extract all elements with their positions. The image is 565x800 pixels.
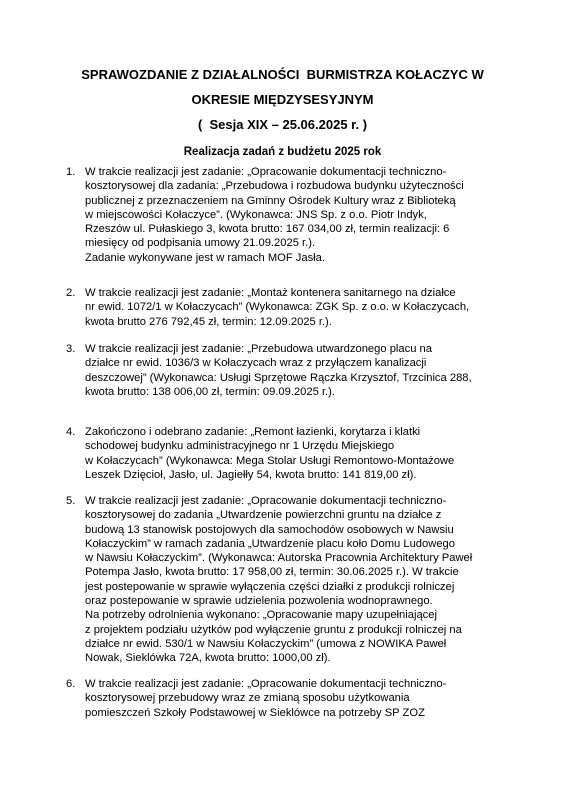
item-text-line: oraz postepowanie w sprawie udzielenia pozwolenia wodnoprawnego. — [85, 595, 433, 608]
item-text-line: W trakcie realizacji jest zadanie: „Opracowanie dokumentacji techniczno- — [85, 495, 447, 507]
item-text-line: kwota brutto: 138 006,00 zł, termin: 09.09.2025 r.). — [85, 385, 336, 398]
item-text-line: Zakończono i odebrano zadanie: „Remont łazienki, korytarza i klatki — [85, 426, 421, 438]
item-text-line: W trakcie realizacji jest zadanie: „Opracowanie dokumentacji techniczno- — [85, 166, 447, 178]
item-text-line: działce nr ewid. 530/1 w Nawsiu Kołaczyckim” (umowa z NOWIKA Paweł — [85, 637, 447, 650]
section-subtitle: Realizacja zadań z budżetu 2025 rok — [183, 146, 382, 158]
item-text-line: W trakcie realizacji jest zadanie: „Montaż kontenera sanitarnego na działce — [85, 287, 456, 299]
item-text-line: jest postepowanie w sprawie wyłączenia części działki z produkcji rolniczej — [85, 580, 455, 593]
list-item — [66, 677, 515, 720]
item-text-line: W trakcie realizacji jest zadanie: „Opracowanie dokumentacji techniczno- — [85, 678, 447, 690]
item-text-line: schodowej budynku administracyjnego nr 1 Urzędu Miejskiego — [85, 440, 395, 453]
list-item — [66, 494, 515, 666]
item-text-line: kosztorysowej dla zadania: „Przebudowa i rozbudowa budynku użyteczności — [85, 180, 464, 193]
item-text-line: kwota brutto 276 792,45 zł, termin: 12.09.2025 r.). — [85, 315, 332, 328]
item-number: 4. — [66, 426, 76, 438]
item-text-line: kosztorysowej do zadania „Utwardzenie powierzchni gruntu na działce z — [85, 509, 442, 522]
item-text-line: deszczowej” (Wykonawca: Usługi Sprzętowe Rączka Krzysztof, Trzcinica 288, — [85, 371, 472, 384]
document-title-line-2: OKRESIE MIĘDZYSESYJNYM — [191, 92, 374, 107]
item-number: 3. — [66, 343, 76, 355]
item-text-line: Leszek Dzięcioł, Jasło, ul. Jagiełły 54, kwota brutto: 141 819,00 zł). — [85, 468, 417, 481]
item-text-line: Zadanie wykonywane jest w ramach MOF Jasła. — [85, 251, 326, 264]
item-text-line: pomieszczeń Szkoły Podstawowej w Sieklówce na potrzeby SP ZOZ — [85, 706, 425, 719]
list-item — [66, 342, 515, 399]
list-item — [66, 286, 515, 329]
item-text-line: Rzeszów ul. Pułaskiego 3, kwota brutto: 167 034,00 zł, termin realizacji: 6 — [85, 223, 450, 236]
document-title-line-1: SPRAWOZDANIE Z DZIAŁALNOŚCI BURMISTRZA KOŁACZYC W — [81, 67, 484, 82]
item-number: 6. — [66, 678, 76, 690]
item-text-line: nr ewid. 1072/1 w Kołaczycach” (Wykonawca: ZGK Sp. z o.o. w Kołaczycach, — [85, 301, 470, 314]
item-number: 2. — [66, 287, 76, 299]
item-text-line: z projektem podziału użytków pod wyłączenie gruntu z produkcji rolniczej na — [85, 623, 462, 636]
item-text-line: w Nawsiu Kołaczyckim”. (Wykonawca: Autorska Pracownia Architektury Paweł — [85, 552, 473, 565]
item-text-line: kosztorysowej przebudowy wraz ze zmianą sposobu użytkowania — [85, 692, 410, 705]
item-number: 1. — [66, 166, 76, 178]
item-text-line: Kołaczyckim” w ramach zadania „Utwardzenie placu koło Domu Ludowego — [85, 537, 455, 550]
list-item — [66, 165, 515, 265]
item-text-line: w miejscowości Kołaczyce”. (Wykonawca: JNS Sp. z o.o. Piotr Indyk, — [85, 208, 427, 221]
item-text-line: Nowak, Sieklówka 72A, kwota brutto: 1000,00 zł). — [85, 652, 331, 665]
item-text-line: publicznej z przeznaczeniem na Gminny Ośrodek Kultury wraz z Biblioteką — [85, 194, 456, 207]
item-text-line: miesięcy od podpisania umowy 21.09.2025 r.). — [85, 237, 316, 250]
item-text-line: w Kołaczycach” (Wykonawca: Mega Stolar Usługi Remontowo-Montażowe — [85, 454, 455, 467]
item-text-line: Potempa Jasło, kwota brutto: 17 958,00 zł, termin: 30.06.2025 r.). W trakcie — [85, 566, 459, 579]
item-text-line: W trakcie realizacji jest zadanie: „Przebudowa utwardzonego placu na — [85, 343, 432, 355]
item-text-line: budową 13 stanowisk postojowych dla samochodów osobowych w Nawsiu — [85, 523, 454, 536]
item-number: 5. — [66, 495, 76, 507]
document-title-line-3: ( Sesja XIX – 25.06.2025 r. ) — [197, 117, 368, 132]
item-text-line: Na potrzeby odrolnienia wykonano: „Opracowanie mapy uzupełniającej — [85, 609, 437, 622]
item-text-line: działce nr ewid. 1036/3 w Kołaczycach wraz z przyłączem kanalizacji — [85, 357, 427, 370]
list-item — [66, 425, 515, 482]
